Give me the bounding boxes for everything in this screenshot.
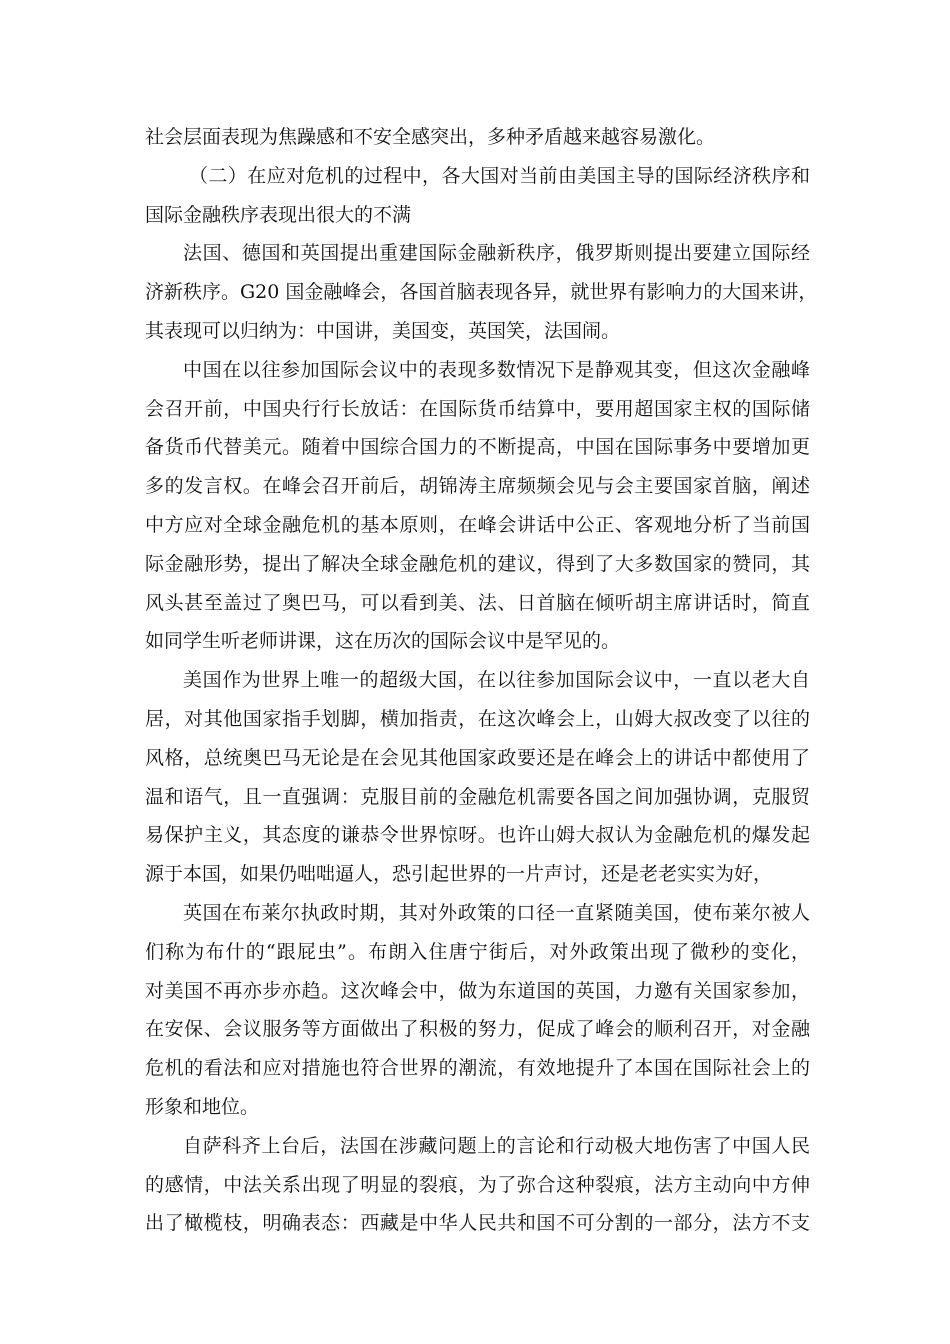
text-line: 温和语气，且一直强调：克服目前的金融危机需要各国之间加强协调，克服贸 [145, 785, 810, 808]
text-line: 其表现可以归纳为：中国讲，美国变，英国笑，法国闹。 [145, 319, 621, 342]
section-heading-line: 国际金融秩序表现出很大的不满 [145, 203, 412, 226]
text-line: 英国在布莱尔执政时期，其对外政策的口径一直紧随美国，使布莱尔被人 [183, 901, 810, 924]
text-line: 风格，总统奥巴马无论是在会见其他国家政要还是在峰会上的讲话中都使用了 [145, 746, 810, 769]
text-line: 们称为布什的“跟屁虫”。布朗入住唐宁街后，对外政策出现了微秒的变化， [145, 940, 810, 963]
text-line: 美国作为世界上唯一的超级大国，在以往参加国际会议中，一直以老大自 [183, 669, 810, 692]
section-heading-line: （二）在应对危机的过程中，各大国对当前由美国主导的国际经济秩序和 [189, 164, 810, 187]
text-line: 易保护主义，其态度的谦恭令世界惊呀。也许山姆大叔认为金融危机的爆发起 [145, 824, 810, 847]
text-line: 对美国不再亦步亦趋。这次峰会中，做为东道国的英国，力邀有关国家参加， [145, 979, 810, 1002]
text-line: 自萨科齐上台后，法国在涉藏问题上的言论和行动极大地伤害了中国人民 [183, 1134, 810, 1157]
text-line: 出了橄榄枝，明确表态：西藏是中华人民共和国不可分割的一部分，法方不支 [145, 1212, 810, 1235]
text-line: 际金融形势，提出了解决全球金融危机的建议，得到了大多数国家的赞同，其 [145, 552, 810, 575]
text-line: 危机的看法和应对措施也符合世界的潮流，有效地提升了本国在国际社会上的 [145, 1057, 810, 1080]
text-line: 会召开前，中国央行行长放话：在国际货币结算中，要用超国家主权的国际储 [145, 397, 810, 420]
text-line: 法国、德国和英国提出重建国际金融新秩序，俄罗斯则提出要建立国际经 [183, 242, 810, 265]
text-line: 备货币代替美元。随着中国综合国力的不断提高，中国在国际事务中要增加更 [145, 436, 810, 459]
text-line: 在安保、会议服务等方面做出了积极的努力，促成了峰会的顺利召开，对金融 [145, 1018, 810, 1041]
text-line: 社会层面表现为焦躁感和不安全感突出，多种矛盾越来越容易激化。 [145, 126, 716, 148]
document-body [145, 118, 818, 1243]
text-line: 居，对其他国家指手划脚，横加指责，在这次峰会上，山姆大叔改变了以往的 [145, 707, 810, 730]
text-line: 形象和地位。 [145, 1095, 260, 1118]
text-line: 的感情，中法关系出现了明显的裂痕，为了弥合这种裂痕，法方主动向中方伸 [145, 1173, 810, 1196]
text-line: 源于本国，如果仍咄咄逼人，恐引起世界的一片声讨，还是老老实实为好， [145, 863, 773, 886]
text-line: 济新秩序。G20 国金融峰会，各国首脑表现各异，就世界有影响力的大国来讲， [145, 281, 818, 304]
text-line: 中国在以往参加国际会议中的表现多数情况下是静观其变，但这次金融峰 [183, 358, 810, 381]
text-line: 中方应对全球金融危机的基本原则，在峰会讲话中公正、客观地分析了当前国 [145, 513, 810, 536]
text-line: 多的发言权。在峰会召开前后，胡锦涛主席频频会见与会主要国家首脑，阐述 [145, 475, 810, 498]
text-line: 风头甚至盖过了奥巴马，可以看到美、法、日首脑在倾听胡主席讲话时，简直 [145, 591, 810, 614]
text-line: 如同学生听老师讲课，这在历次的国际会议中是罕见的。 [145, 630, 621, 653]
